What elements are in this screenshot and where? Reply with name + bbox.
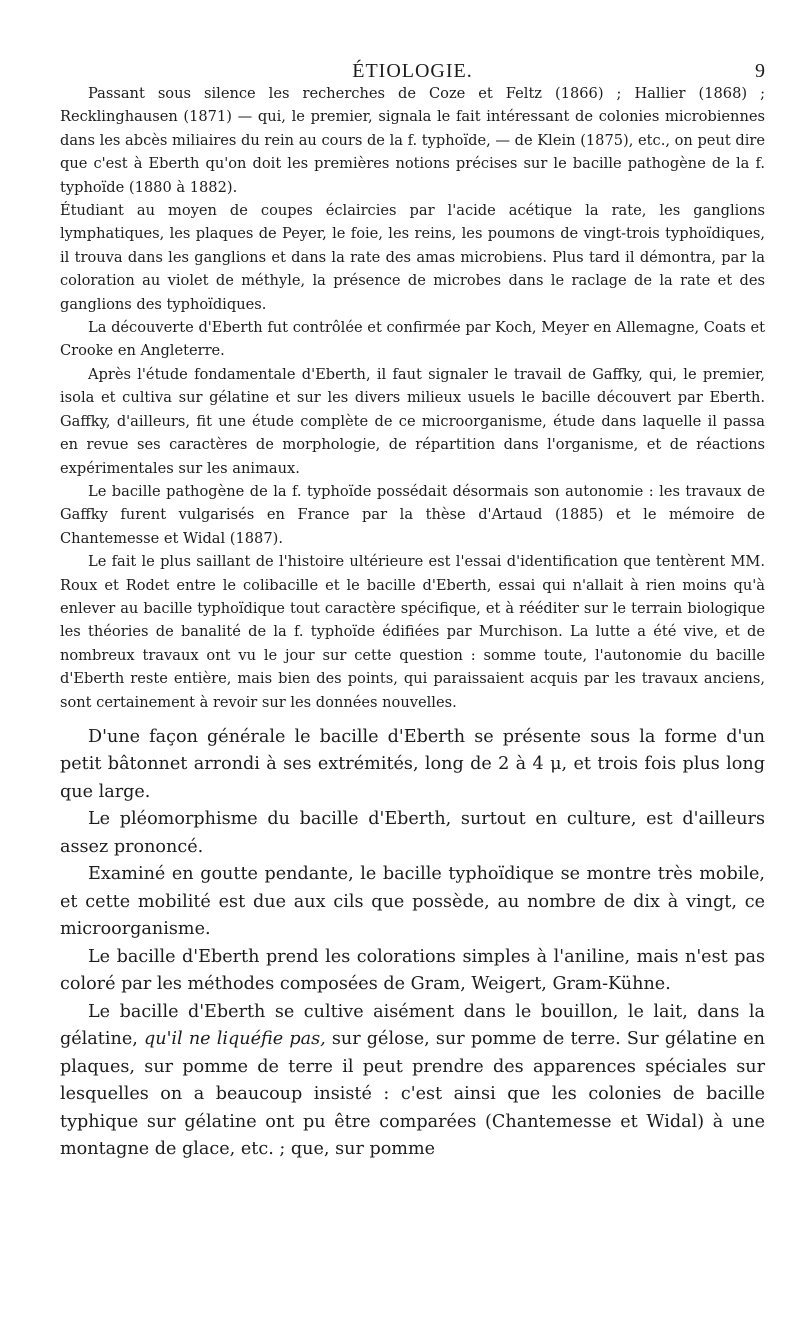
culture-text-start: Le bacille d'Eberth se cultive aisément dans le bouillon, le lait, dans la gélatine, bbox=[60, 1001, 765, 1050]
page-header bbox=[60, 0, 765, 82]
paragraph-gaffky: Après l'étude fondamentale d'Eberth, il faut signaler le travail de Gaffky, qui, le premier, isola et cultiva sur gélatine et sur les divers milieux usuels le bacille découvert par Eberth. Gaffky, d'ailleurs, fit une étude complète de ce microorganisme, étude dans laquelle il passa en revue ses caractères de morphologie, de répartition dans l'organisme, et de réactions expérimentales sur les animaux. bbox=[60, 365, 765, 477]
book-page bbox=[60, 0, 765, 1164]
history-section bbox=[60, 82, 765, 714]
paragraph-culture bbox=[60, 999, 765, 1164]
paragraph-confirmation: La découverte d'Eberth fut contrôlée et confirmée par Koch, Meyer en Allemagne, Coats et Crooke en Angleterre. bbox=[60, 319, 765, 360]
running-title: ÉTIOLOGIE. bbox=[352, 60, 473, 82]
paragraph-eberth-study: Étudiant au moyen de coupes éclaircies par l'acide acétique la rate, les ganglions lymphatiques, les plaques de Peyer, le foie, les reins, les poumons de vingt-trois typhoïdiques, il trouva dans les ganglions et dans la rate des amas microbiens. Plus tard il démontra, par la coloration au violet de méthyle, la présence de microbes dans le raclage de la rate et des ganglions des typhoïdiques. bbox=[60, 202, 765, 313]
paragraph-identification: Le fait le plus saillant de l'histoire ultérieure est l'essai d'identification que tentèrent MM. Roux et Rodet entre le colibacille et le bacille d'Eberth, essai qui n'allait à rien moins qu'à enlever au bacille typhoïdique tout caractère spécifique, et à rééditer sur le terrain biologique les théories de banalité de la f. typhoïde édifiées par Murchison. La lutte a été vive, et de nombreux travaux ont vu le jour sur cette question : somme toute, l'autonomie du bacille d'Eberth reste entière, mais bien des points, qui paraissaient acquis par les travaux anciens, sont certainement à revoir sur les données nouvelles. bbox=[60, 553, 765, 711]
paragraph-autonomy: Le bacille pathogène de la f. typhoïde possédait désormais son autonomie : les travaux de Gaffky furent vulgarisés en France par la thèse d'Artaud (1885) et le mémoire de Chantemesse et Widal (1887). bbox=[60, 482, 765, 547]
paragraph-shape: D'une façon générale le bacille d'Eberth se présente sous la forme d'un petit bâtonnet arrondi à ses extrémités, long de 2 à 4 μ, et trois fois plus long que large. bbox=[60, 726, 765, 802]
culture-text-end: sur gélose, sur pomme de terre. Sur gélatine en plaques, sur pomme de terre il peut prendre des apparences spéciales sur lesquelles on a beaucoup insisté : c'est ainsi que les colonies de bacille typhique sur gélatine ont pu être comparées (Chantemesse et Widal) à une montagne de glace, etc. ; que, sur pomme bbox=[60, 1029, 766, 1160]
paragraph-mobility: Examiné en goutte pendante, le bacille typhoïdique se montre très mobile, et cette mobilité est due aux cils que possède, au nombre de dix à vingt, ce microorganisme. bbox=[60, 864, 765, 940]
paragraph-pleomorphism: Le pléomorphisme du bacille d'Eberth, surtout en culture, est d'ailleurs assez prononcé. bbox=[60, 809, 765, 857]
morphology-section bbox=[60, 724, 765, 1164]
paragraph-history-intro: Passant sous silence les recherches de Coze et Feltz (1866) ; Hallier (1868) ; Recklinghausen (1871) — qui, le premier, signala le fait intéressant de colonies microbiennes dans les abcès miliaires du rein au cours de la f. typhoïde, — de Klein (1875), etc., on peut dire que c'est à Eberth qu'on doit les premières notions précises sur le bacille pathogène de la f. typhoïde (1880 à 1882). bbox=[60, 85, 765, 196]
paragraph-staining: Le bacille d'Eberth prend les colorations simples à l'aniline, mais n'est pas coloré par les méthodes composées de Gram, Weigert, Gram-Kühne. bbox=[60, 946, 765, 995]
page-number: 9 bbox=[755, 60, 765, 82]
culture-text-italic: qu'il ne liquéfie pas, bbox=[144, 1029, 326, 1050]
